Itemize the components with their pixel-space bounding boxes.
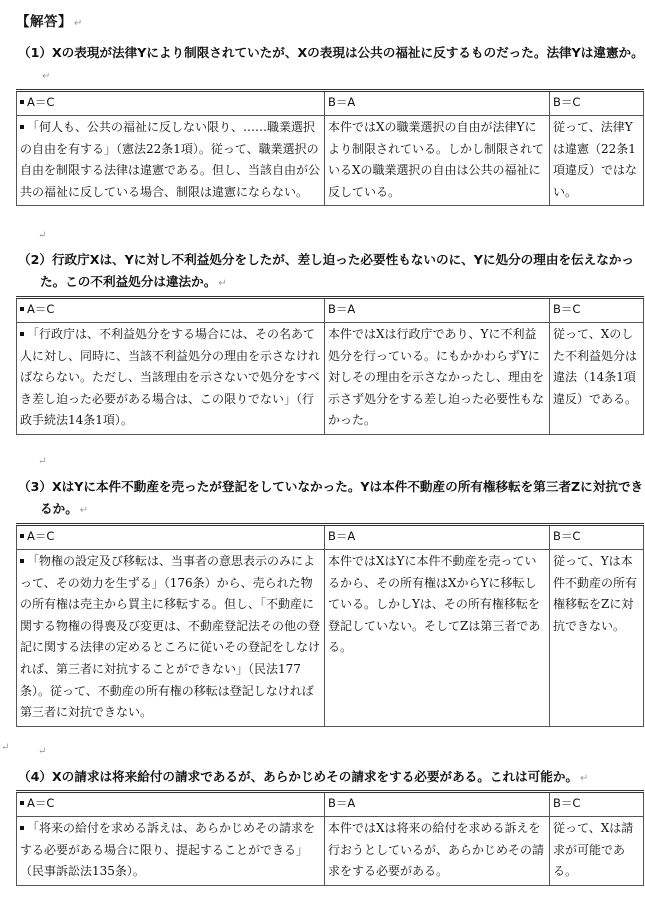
header-cell (325, 91, 550, 116)
header-cell (550, 792, 644, 817)
cell-premise: 「行政庁は、不利益処分をする場合には、その名あて人に対し、同時に、当該不利益処分の理由を示さなければならない。ただし、当該理由を示さないで処分をすべき差し迫った必要がある場合は、この限りでない」（行政手続法14条1項）。 (20, 327, 321, 428)
question-3-text: （3）XはYに本件不動産を売ったが登記をしていなかった。Yは本件不動産の所有権移転を第三者Zに対抗できるか。 (18, 479, 644, 516)
header-cell (325, 298, 550, 323)
cell-conclusion: 従って、Xのした不利益処分は違法（14条1項違反）である。 (553, 327, 638, 406)
answer-table-3 (16, 523, 644, 727)
table-cell (325, 817, 550, 886)
header-cell (17, 298, 325, 323)
cell-application: 本件ではXは将来の給付を求める訴えを行おうとしているが、あらかじめその請求をする必要がある。 (328, 821, 545, 879)
header-b-a: B＝A (328, 95, 356, 109)
header-b-a: B＝A (328, 796, 356, 810)
table-row (17, 817, 644, 886)
header-cell (550, 91, 644, 116)
cell-premise: 「物権の設定及び移転は、当事者の意思表示のみによって、その効力を生ずる」（176条）から、売られた物の所有権は売主から買主に移転する。但し、「不動産に関する物権の得喪及び変更は、不動産登記法その他の登記に関する法律の定めるところに従いその登記をしなければ、第三者に対抗することができない」（民法177条）。従って、不動産の所有権の移転は登記しなければ第三者に対抗できない。 (20, 554, 321, 720)
cell-premise: 「何人も、公共の福祉に反しない限り、……職業選択の自由を有する」（憲法22条1項）。従って、職業選択の自由を制限する法律は違憲である。但し、当該自由が公共の福祉に反している場合、制限は違憲にならない。 (20, 120, 321, 199)
cell-application: 本件ではXはYに本件不動産を売っているから、その所有権はXからYに移転している。しかしYは、その所有権移転を登記していない。そしてZは第三者である。 (328, 554, 541, 655)
table-cell (550, 817, 644, 886)
cell-conclusion: 従って、法律Yは違憲（22条1項違反）ではない。 (553, 120, 638, 199)
table-cell (17, 323, 325, 435)
question-1-text: （1）Xの表現が法律Yにより制限されていたが、Xの表現は公共の福祉に反するものだった。法律Yは違憲か。 (18, 45, 644, 60)
paragraph-mark: ↵ (38, 230, 47, 241)
header-b-a: B＝A (328, 302, 356, 316)
answer-table-1 (16, 89, 644, 206)
answer-heading-text: 【解答】 (16, 14, 72, 30)
table-cell (17, 116, 325, 206)
table-cell (550, 550, 644, 727)
paragraph-mark: ↵ (1, 742, 10, 753)
cell-application: 本件ではXの職業選択の自由が法律Yにより制限されている。しかし制限されているXの職業選択の自由は公共の福祉に反している。 (328, 120, 545, 199)
table-row (17, 323, 644, 435)
table-cell (550, 116, 644, 206)
bullet-marker (20, 534, 24, 538)
question-4-text: （4）Xの請求は将来給付の請求であるが、あらかじめその請求をする必要がある。これは可能か。 (18, 769, 579, 784)
table-cell (325, 550, 550, 727)
header-cell (550, 525, 644, 550)
table-cell (550, 323, 644, 435)
bullet-marker (20, 125, 24, 129)
cell-application: 本件ではXは行政庁であり、Yに不利益処分を行っている。にもかかわらずYに対しその理由を示さなかったし、理由を示さず処分をする差し迫った必要性もなかった。 (328, 327, 545, 428)
table-header-row (17, 298, 644, 323)
answer-heading (16, 10, 83, 30)
bullet-marker (20, 826, 24, 830)
header-b-c: B＝C (553, 302, 581, 316)
header-a-c: A＝C (27, 302, 55, 316)
table-row (17, 550, 644, 727)
cell-conclusion: 従って、Yは本件不動産の所有権移転をZに対抗できない。 (553, 554, 638, 633)
table-row (17, 116, 644, 206)
question-4 (18, 766, 645, 790)
bullet-marker (20, 307, 24, 311)
cell-conclusion: 従って、Xは請求が可能である。 (553, 821, 634, 879)
answer-table-2 (16, 296, 644, 435)
question-2-text: （2）行政庁Xは、Yに対し不利益処分をしたが、差し迫った必要性もないのに、Yに処分の理由を伝えなかった。この不利益処分は違法か。 (18, 252, 635, 289)
return-mark: ↵ (74, 18, 83, 29)
return-mark: ↵ (218, 278, 227, 289)
table-cell (325, 116, 550, 206)
cell-premise: 「将来の給付を求める訴えは、あらかじめその請求をする必要がある場合に限り、提起することができる」（民事訴訟法135条）。 (20, 821, 316, 879)
header-cell (17, 792, 325, 817)
paragraph-mark: ↵ (38, 456, 47, 467)
question-1 (18, 42, 645, 88)
header-b-c: B＝C (553, 796, 581, 810)
header-cell (17, 91, 325, 116)
paragraph-mark: ↵ (38, 746, 47, 757)
table-cell (325, 323, 550, 435)
bullet-marker (20, 559, 24, 563)
header-a-c: A＝C (27, 796, 55, 810)
header-a-c: A＝C (27, 95, 55, 109)
return-mark: ↵ (580, 773, 589, 784)
header-b-a: B＝A (328, 529, 356, 543)
table-header-row (17, 792, 644, 817)
table-header-row (17, 91, 644, 116)
table-header-row (17, 525, 644, 550)
bullet-marker (20, 100, 24, 104)
question-2 (18, 249, 645, 295)
answer-table-4 (16, 790, 644, 886)
table-cell (17, 817, 325, 886)
table-cell (17, 550, 325, 727)
header-cell (550, 298, 644, 323)
bullet-marker (20, 332, 24, 336)
header-b-c: B＝C (553, 95, 581, 109)
header-cell (17, 525, 325, 550)
header-cell (325, 792, 550, 817)
header-a-c: A＝C (27, 529, 55, 543)
bullet-marker (20, 801, 24, 805)
return-mark: ↵ (79, 505, 89, 516)
return-mark: ↵ (42, 71, 51, 82)
header-b-c: B＝C (553, 529, 581, 543)
header-cell (325, 525, 550, 550)
question-3 (18, 476, 645, 522)
